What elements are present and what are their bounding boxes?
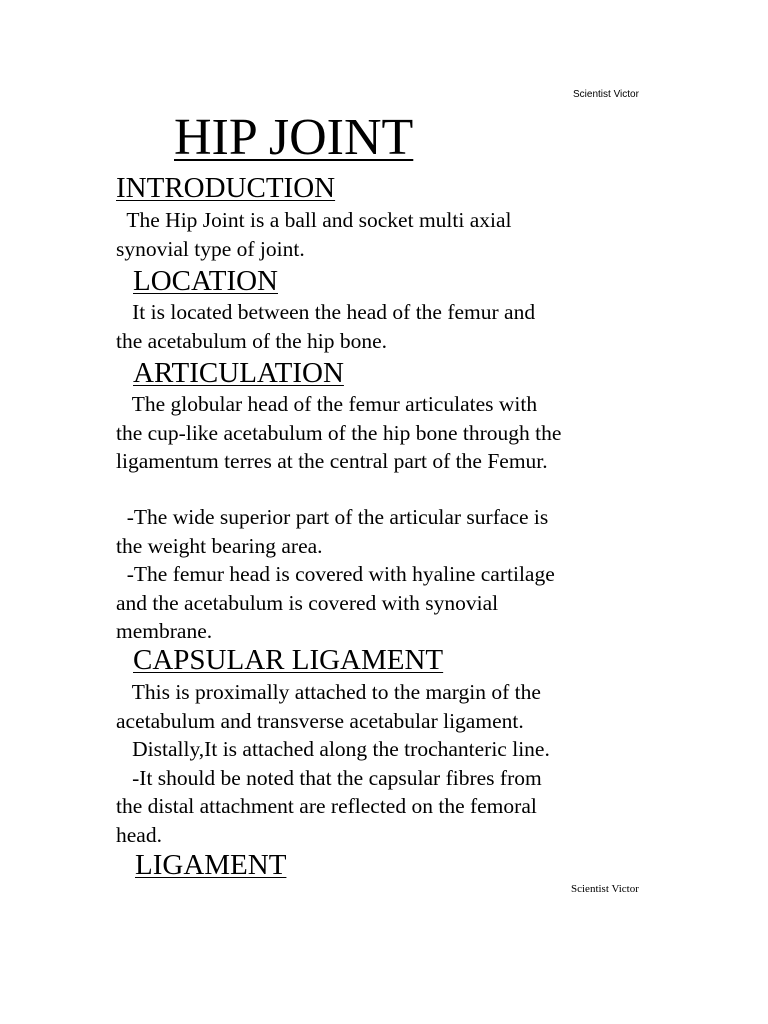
articulation-note-line: membrane. — [116, 619, 213, 643]
articulation-paragraph — [116, 390, 676, 476]
articulation-note-line: the weight bearing area. — [116, 533, 323, 558]
location-line: It is located between the head of the femur and — [116, 300, 536, 324]
heading-ligament: LIGAMENT — [135, 849, 287, 881]
capsular-ligament-line: acetabulum and transverse acetabular ligament. — [116, 708, 524, 733]
header-author: Scientist Victor — [573, 89, 639, 100]
capsular-ligament-line: head. — [116, 822, 162, 847]
articulation-line: ligamentum terres at the central part of the Femur. — [116, 449, 548, 473]
capsular-ligament-paragraph — [116, 678, 676, 849]
location-line: the acetabulum of the hip bone. — [116, 328, 388, 353]
heading-introduction: INTRODUCTION — [116, 172, 336, 204]
introduction-line: synovial type of joint. — [116, 236, 305, 261]
introduction-line: The Hip Joint is a ball and socket multi axial — [116, 208, 512, 232]
articulation-note-line: and the acetabulum is covered with synovial — [116, 590, 499, 615]
articulation-line: The globular head of the femur articulates with — [116, 392, 538, 416]
capsular-ligament-line: This is proximally attached to the margin of the — [116, 680, 541, 704]
capsular-ligament-line: the distal attachment are reflected on the femoral — [116, 794, 537, 818]
articulation-note-line: -The femur head is covered with hyaline cartilage — [116, 562, 555, 586]
articulation-note-line: -The wide superior part of the articular surface is — [116, 505, 549, 529]
heading-location: LOCATION — [133, 265, 278, 297]
heading-capsular-ligament: CAPSULAR LIGAMENT — [133, 644, 444, 676]
location-paragraph — [116, 298, 676, 355]
articulation-line: the cup-like acetabulum of the hip bone through the — [116, 420, 562, 445]
introduction-paragraph — [116, 206, 676, 263]
capsular-ligament-line: Distally,It is attached along the trochanteric line. — [116, 737, 550, 761]
articulation-notes — [116, 503, 676, 646]
page-title: HIP JOINT — [174, 109, 414, 166]
capsular-ligament-line: -It should be noted that the capsular fibres from — [116, 765, 542, 790]
footer-author: Scientist Victor — [571, 883, 639, 895]
heading-articulation: ARTICULATION — [133, 357, 344, 389]
